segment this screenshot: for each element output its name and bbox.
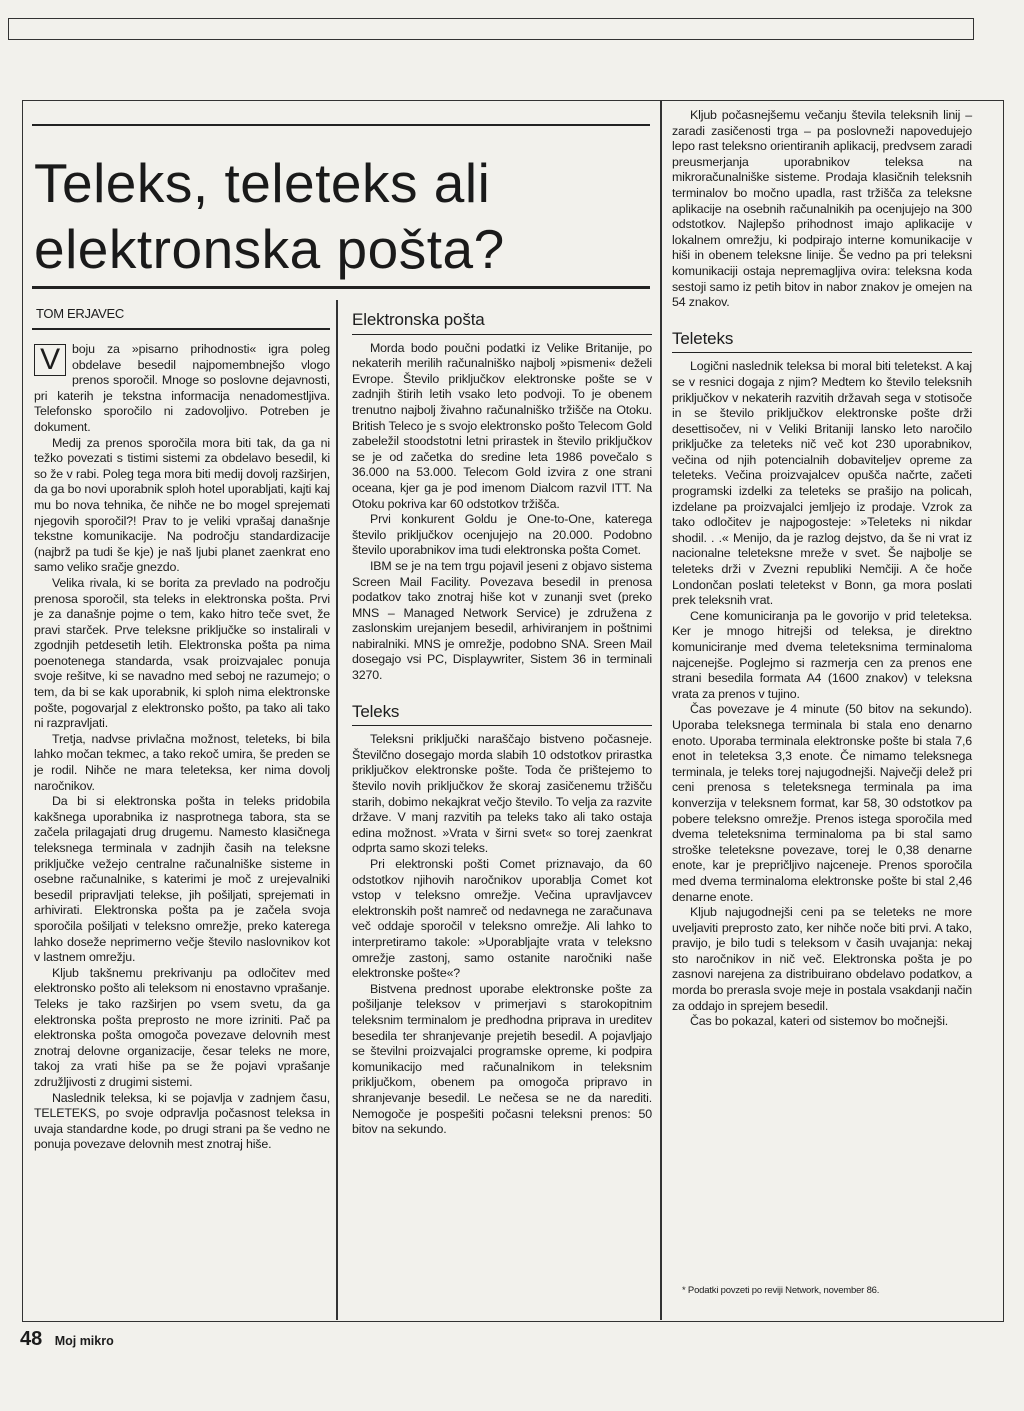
article-headline bbox=[34, 150, 654, 282]
paragraph: Kljub najugodnejši ceni pa se teleteks ne more uveljaviti preprosto zato, ker nihče noče biti prvi. A tako, pravijo, je bilo tudi s teleksom v časih uvajanja: nekaj sto naročnikov in nič več. Elektronska pošta je po zasnovi narejena za distribuirano obdelavo podatkov, a morda bo prerasla svoje meje in postala vsakdanji način za oddajo in sprejem besedil. bbox=[672, 905, 972, 1013]
section-heading-elektronska-posta: Elektronska pošta bbox=[352, 312, 652, 335]
column-divider-1 bbox=[336, 300, 338, 1320]
section-heading-teleks: Teleks bbox=[352, 704, 652, 727]
paragraph: boju za »pisarno prihodnosti« igra poleg obdelave besedil najpomembnejšo vlogo prenos sporočil. Mnoge so poslovne dejavnosti, pri katerih je tekstna informacija nenadomestljiva. Telefonsko sporočilo ni zadovoljivo. Potreben je dokument. bbox=[34, 342, 330, 434]
footnote: * Podatki povzeti po reviji Network, november 86. bbox=[682, 1285, 880, 1296]
page-number: 48 bbox=[20, 1328, 43, 1350]
paragraph: Pri elektronski pošti Comet priznavajo, da 60 odstotkov njihovih naročnikov uporablja Comet kot vstop v teleksno omrežje. Večina upravljavcev elektronskih pošt namreč od nedavnega ne zaračunava več oddaje sporočil v teleksno omrežje. Ali lahko to interpretiramo takole: »Uporabljajte vrata v teleksno omrežje zastonj, samo ostanite naročniki naše elektronske pošte«? bbox=[352, 857, 652, 981]
headline-line-2: elektronska pošta? bbox=[34, 218, 505, 280]
paragraph: Medij za prenos sporočila mora biti tak, da ga ni težko povezati s tistimi sistemi za obdelavo besedil, ki so že v rabi. Poleg tega mora biti medij dovolj razširjen, da ga bo novi uporabnik sploh hotel uporabljati, kajti kaj mu bo nova tehnika, če nihče ne bo mogel sprejemati njegovih sporočil?! Prav to je veliki vprašaj današnje tekstne komunikacije. Na področju standardizacije (najbrž pa tudi še kje) je naš ljubi planet zaenkrat eno samo veliko sračje gnezdo. bbox=[34, 435, 330, 575]
author-byline: TOM ERJAVEC bbox=[36, 306, 124, 321]
column-3 bbox=[672, 108, 972, 1030]
paragraph: Čas bo pokazal, kateri od sistemov bo močnejši. bbox=[690, 1014, 949, 1029]
paragraph: Bistvena prednost uporabe elektronske pošte za pošiljanje teleksov v primerjavi s starokopitnim teleksnim terminalom je predhodna priprava in ureditev besedila ter shranjevanje prejetih besedil. A pojavljajo se številni proizvajalci programske opreme, ki podpira komunikacijo med računalnikom in teleksnim priključkom, obenem pa omogoča pripravo in shranjevanje besedil. Le nečesa se ne da narediti. Nemogoče je pospešiti počasni teleksni prenos: 50 bitov na sekundo. bbox=[352, 981, 652, 1137]
paragraph: Prvi konkurent Goldu je One-to-One, katerega število priključkov ocenjujejo na 20.000. Podobno število uporabnikov ima tudi elektronska pošta Comet. bbox=[352, 512, 652, 558]
column-2 bbox=[352, 312, 652, 1138]
paragraph: Velika rivala, ki se borita za prevlado na področju prenosa sporočil, sta teleks in elektronska pošta. Prvi je za današnje pojme o tem, kako hitro teče svet, že pravi starček. Prve teleksne priključke so instalirali v zgodnjih petdesetih letih. Elektronska pošta pa nima poenotenega standarda, vsak proizvajalec ponuja svoje rešitve, ki se navadno med seboj ne razumejo; o tem, da bi se kak uporabnik, ki sploh nima elektronske pošte, pogovarjal z elektronsko pošto, pa tako ali tako ni razpravljati. bbox=[34, 575, 330, 731]
paragraph: Kljub takšnemu prekrivanju pa odločitev med elektronsko pošto ali teleksom ni enostavno vprašanje. Teleks je tako razširjen po vsem svetu, da ga elektronska pošta preprosto ne more izriniti. Pač pa elektronska pošta omogoča povezave delovnih mest znotraj delovne organizacije, česar teleks ne more, takoj za vrati hiše pa se že pojavi vprašanje združljivosti z drugimi sistemi. bbox=[34, 965, 330, 1089]
paragraph: Kljub počasnejšemu večanju števila teleksnih linij – zaradi zasičenosti trga – pa poslovneži napovedujejo lepo rast teleksno orientiranih aplikacij, predvsem zaradi preusmerjanja uporabnikov teleksa na mikroračunalniške sisteme. Prodaja klasičnih teleksnih terminalov bo močno upadla, rast tržišča za teleksne aplikacije na osebnih računalnikih pa ocenjujejo na 300 odstotkov. Najlepšo prihodnost imajo aplikacije v lokalnem omrežju, ki podpirajo interne komunikacije v hiši in obenem teleksne linije. Še vedno pa pri teleksni komunikaciji ostaja nepremagljiva ovira: teleksna koda sestoji samo iz petih bitov in nabor znakov je omejen na 54 znakov. bbox=[672, 108, 972, 310]
paragraph: Tretja, nadvse privlačna možnost, teleteks, bi bila lahko močan tekmec, a tako rekoč umira, še preden se je rodil. Nihče ne mara teleteksa, ker nima dovolj naročnikov. bbox=[34, 731, 330, 793]
author-rule bbox=[32, 328, 330, 330]
paragraph: Naslednik teleksa, ki se pojavlja v zadnjem času, TELETEKS, po svoje odpravlja počasnost teleksa in uvaja standardne kode, po drugi strani pa še vedno ne ponuja povezave delovnih mest znotraj hiše. bbox=[34, 1090, 330, 1152]
paragraph: Logični naslednik teleksa bi moral biti teletekst. A kaj se v resnici dogaja z njim? Medtem ko število teleksnih priključkov v nekaterih razvitih državah sega v stotisoče in se število priključkov elektronske pošte drži desettisočev, ni v Veliki Britaniji lansko leto naročilo priključke za teleteks nič več kot 230 uporabnikov, večina od njih potencialnih dobaviteljev opreme za teleteks. Večina proizvajalcev opušča načrte, začeti programski izdelki za teleteks se prašijo na policah, izdelane pa proizvajalci jemljejo iz prodaje. Vzrok za tako odločitev je najpogosteje: »Teleteks ni nikdar shodil. . .« Menijo, da je razlog dejstvo, da še ni vrat iz nacionalne teleteksne mreže v svet. Še najbolje se teleteks drži v Zvezni republiki Nemčiji. A če hoče Londončan poslati teletekst v Bonn, ga mora poslati prek teleksnih vrat. bbox=[672, 359, 972, 608]
paragraph: Morda bodo poučni podatki iz Velike Britanije, po nekaterih merilih računalniško najbolj »pismeni« deželi Evrope. Število priključkov elektronske pošte se v zadnjih štirih letih vsako leto podvoji. To je obenem trenutno najbolj živahno računalniško tržišče na Otoku. British Teleco je s svojo elektronsko pošto Telecom Gold zabeležil stoodstotni letni prirastek in število priključkov se je od začetka do sredine leta 1986 povečalo s 36.000 na 53.000. Telecom Gold izvira z one strani oceana, kjer ga je pod imenom Dialcom razvil ITT. Na Otoku pokriva kar 60 odstotkov tržišča. bbox=[352, 340, 652, 511]
paragraph: Teleksni priključki naraščajo bistveno počasneje. Številčno dosegajo morda slabih 10 odstotkov prirastka priključkov elektronske pošte. Toda če prištejemo to število novih priključkov že skoraj zasičenemu tržišču starih, dobimo nekajkrat večjo število. To velja za razvite države. V manj razvitih pa teleks tako ali tako ostaja edina možnost. »Vrata v širni svet« so torej zaenkrat odprta samo skozi teleks. bbox=[352, 732, 652, 856]
page-footer bbox=[20, 1328, 114, 1351]
paragraph: Da bi si elektronska pošta in teleks pridobila kakšnega uporabnika iz nasprotnega tabora, sta se začela prilagajati drug drugemu. Namesto klasičnega teleksnega terminala v zadnjih časih na teleksne priključke vežejo centralne računalniške sisteme in osebne računalnike, s katerimi je moč z urejevalniki besedil pripravljati telekse, jih pošiljati, sprejemati in arhivirati. Elektronska pošta pa je začela svoja sporočila pošiljati v teleksno omrežje, preko katerega lahko doseže neprimerno večje število naslovnikov kot v lastnem omrežju. bbox=[34, 794, 330, 965]
headline-bottom-rule bbox=[32, 286, 650, 289]
paragraph: IBM se je na tem trgu pojavil jeseni z objavo sistema Screen Mail Facility. Povezava besedil in prenosa podatkov tako znotraj hiše kot v zunanji svet (preko MNS – Managed Network Service) je združena z zaslonskim urejanjem besedil, arhiviranjem in poštnimi nabiralniki. MNS je omrežje, podobno SNA. Sreen Mail dosegajo vsi PC, Displaywriter, Sistem 36 in terminali 3270. bbox=[352, 558, 652, 683]
drop-cap: V bbox=[34, 344, 66, 376]
column-divider-2 bbox=[660, 100, 662, 1320]
section-heading-teleteks: Teleteks bbox=[672, 331, 972, 354]
headline-top-rule bbox=[32, 124, 650, 126]
column-1 bbox=[34, 342, 330, 1153]
headline-line-1: Teleks, teleteks ali bbox=[34, 152, 491, 214]
top-banner-box bbox=[8, 18, 974, 40]
paragraph: Cene komuniciranja pa le govorijo v prid teleteksa. Ker je mnogo hitrejši od teleksa, je direktno komuniciranje med dvema teleteksnima terminaloma najcenejše. Poglejmo si razmerja cen za prenos ene strani besedila formata A4 (1600 znakov) v teleksna vrata za prenos v tujino. bbox=[672, 608, 972, 701]
magazine-name: Moj mikro bbox=[54, 1334, 114, 1348]
paragraph: Čas povezave je 4 minute (50 bitov na sekundo). Uporaba teleksnega terminala bi stala eno denarno enoto. Uporaba terminala elektronske pošte bi stala 7,6 enot in teleteksa 3,3 enote. Če nimamo teleksnega terminala, je teleks torej najugodnejši. Največji delež pri ceni prenosa s teleteksnega terminala pa ima konverzija v teleksnem format, kar 58, 30 odstotkov pa pobere teleksno omrežje. Prenos istega sporočila med dvema teleteksnima terminaloma pa bi stal samo stroške teleteksne povezave, torej le 0,38 denarne enote, kar je prepričljivo najceneje. Prenos sporočila med dvema terminaloma elektronske pošte bi stal 2,46 denarne enote. bbox=[672, 702, 972, 904]
